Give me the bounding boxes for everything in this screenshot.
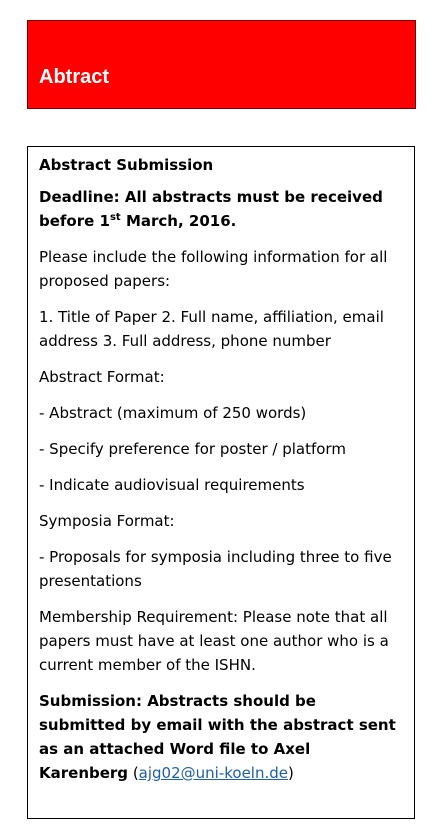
abstract-format-item: - Indicate audiovisual requirements <box>39 476 305 494</box>
required-items-text: 1. Title of Paper 2. Full name, affiliation, email address 3. Full address, phone number <box>39 308 384 350</box>
abstract-format-item: - Abstract (maximum of 250 words) <box>39 404 307 422</box>
deadline-text <box>39 185 404 233</box>
deadline-ordinal: st <box>109 212 121 223</box>
header-banner <box>27 20 416 109</box>
page-title: Abtract <box>39 66 110 88</box>
intro-text: Please include the following information for all proposed papers: <box>39 248 388 290</box>
deadline-after: March, 2016. <box>120 212 237 230</box>
submission-instructions: Submission: Abstracts should be submitted by email with the abstract sent as an attached Word file to Axel Karenberg <box>39 692 396 782</box>
membership-requirement-text: Membership Requirement: Please note that all papers must have at least one author who is a current member of the ISHN. <box>39 608 389 674</box>
open-paren: ( <box>128 764 139 782</box>
abstract-info-box <box>27 146 415 819</box>
abstract-format-item: - Specify preference for poster / platform <box>39 440 346 458</box>
section-heading: Abstract Submission <box>39 156 214 174</box>
symposia-format-label: Symposia Format: <box>39 512 175 530</box>
close-paren: ) <box>287 764 294 782</box>
submission-text <box>39 689 404 785</box>
deadline-before: Deadline: All abstracts must be received before 1 <box>39 188 383 230</box>
email-link[interactable]: ajg02@uni-koeln.de <box>138 764 288 782</box>
abstract-format-label: Abstract Format: <box>39 368 165 386</box>
symposia-format-item: - Proposals for symposia including three to five presentations <box>39 548 392 590</box>
